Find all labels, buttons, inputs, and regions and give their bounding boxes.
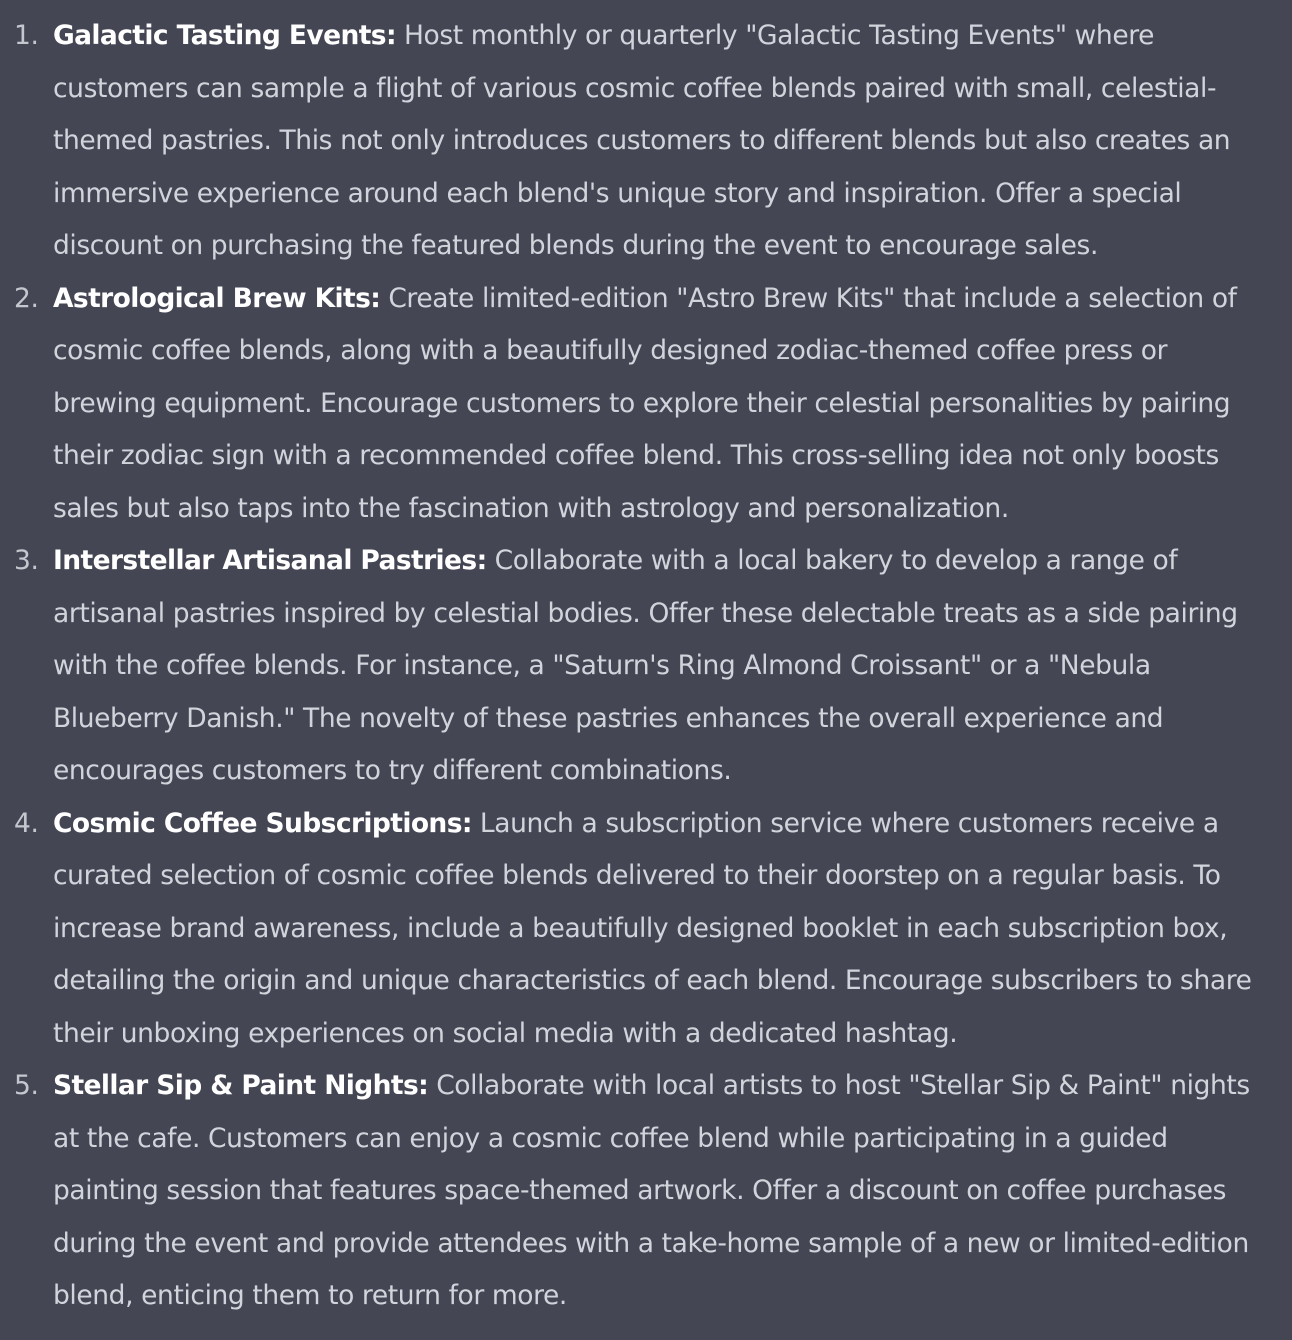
list-item-number: 3. — [14, 545, 39, 576]
list-item-body: Collaborate with local artists to host "Stellar Sip & Paint" nights at the cafe. Customers can enjoy a cosmic coffee blend while participating in a guided painting session that features space-themed artwork. Offer a discount on coffee purchases during the event and provide attendees with a take-home sample of a new or limited-edition blend, enticing them to return for more. — [53, 1070, 1250, 1311]
list-item-body: Launch a subscription service where customers receive a curated selection of cosmic coffee blends delivered to their doorstep on a regular basis. To increase brand awareness, include a beautifully designed booklet in each subscription box, detailing the origin and unique characteristics of each blend. Encourage subscribers to share their unboxing experiences on social media with a dedicated hashtag. — [53, 807, 1252, 1049]
list-item-title: Galactic Tasting Events: — [53, 20, 396, 51]
list-item — [14, 1060, 1264, 1323]
list-item-number: 5. — [14, 1070, 39, 1101]
list-item-body: Collaborate with a local bakery to develop a range of artisanal pastries inspired by celestial bodies. Offer these delectable treats as a side pairing with the coffee blends. For instance, a "Saturn's Ring Almond Croissant" or a "Nebula Blueberry Danish." The novelty of these pastries enhances the overall experience and encourages customers to try different combinations. — [53, 545, 1238, 786]
list-item-body: Create limited-edition "Astro Brew Kits" that include a selection of cosmic coffee blends, along with a beautifully designed zodiac-themed coffee press or brewing equipment. Encourage customers to explore their celestial personalities by pairing their zodiac sign with a recommended coffee blend. This cross-selling idea not only boosts sales but also taps into the fascination with astrology and personalization. — [53, 282, 1237, 524]
list-item-title: Astrological Brew Kits: — [53, 282, 381, 314]
list-item-number: 1. — [14, 20, 39, 51]
list-item-body: Host monthly or quarterly "Galactic Tasting Events" where customers can sample a flight of various cosmic coffee blends paired with small, celestial-themed pastries. This not only introduces customers to different blends but also creates an immersive experience around each blend's unique story and inspiration. Offer a special discount on purchasing the featured blends during the event to encourage sales. — [53, 20, 1231, 261]
list-item — [14, 798, 1264, 1061]
list-item — [14, 10, 1264, 273]
list-item — [14, 535, 1264, 798]
ideas-list — [14, 10, 1264, 1323]
list-item-title: Cosmic Coffee Subscriptions: — [53, 807, 472, 839]
list-item — [14, 273, 1264, 536]
list-item-title: Stellar Sip & Paint Nights: — [53, 1070, 429, 1101]
list-item-number: 4. — [14, 807, 39, 839]
list-item-number: 2. — [14, 282, 39, 314]
list-item-title: Interstellar Artisanal Pastries: — [53, 545, 487, 576]
